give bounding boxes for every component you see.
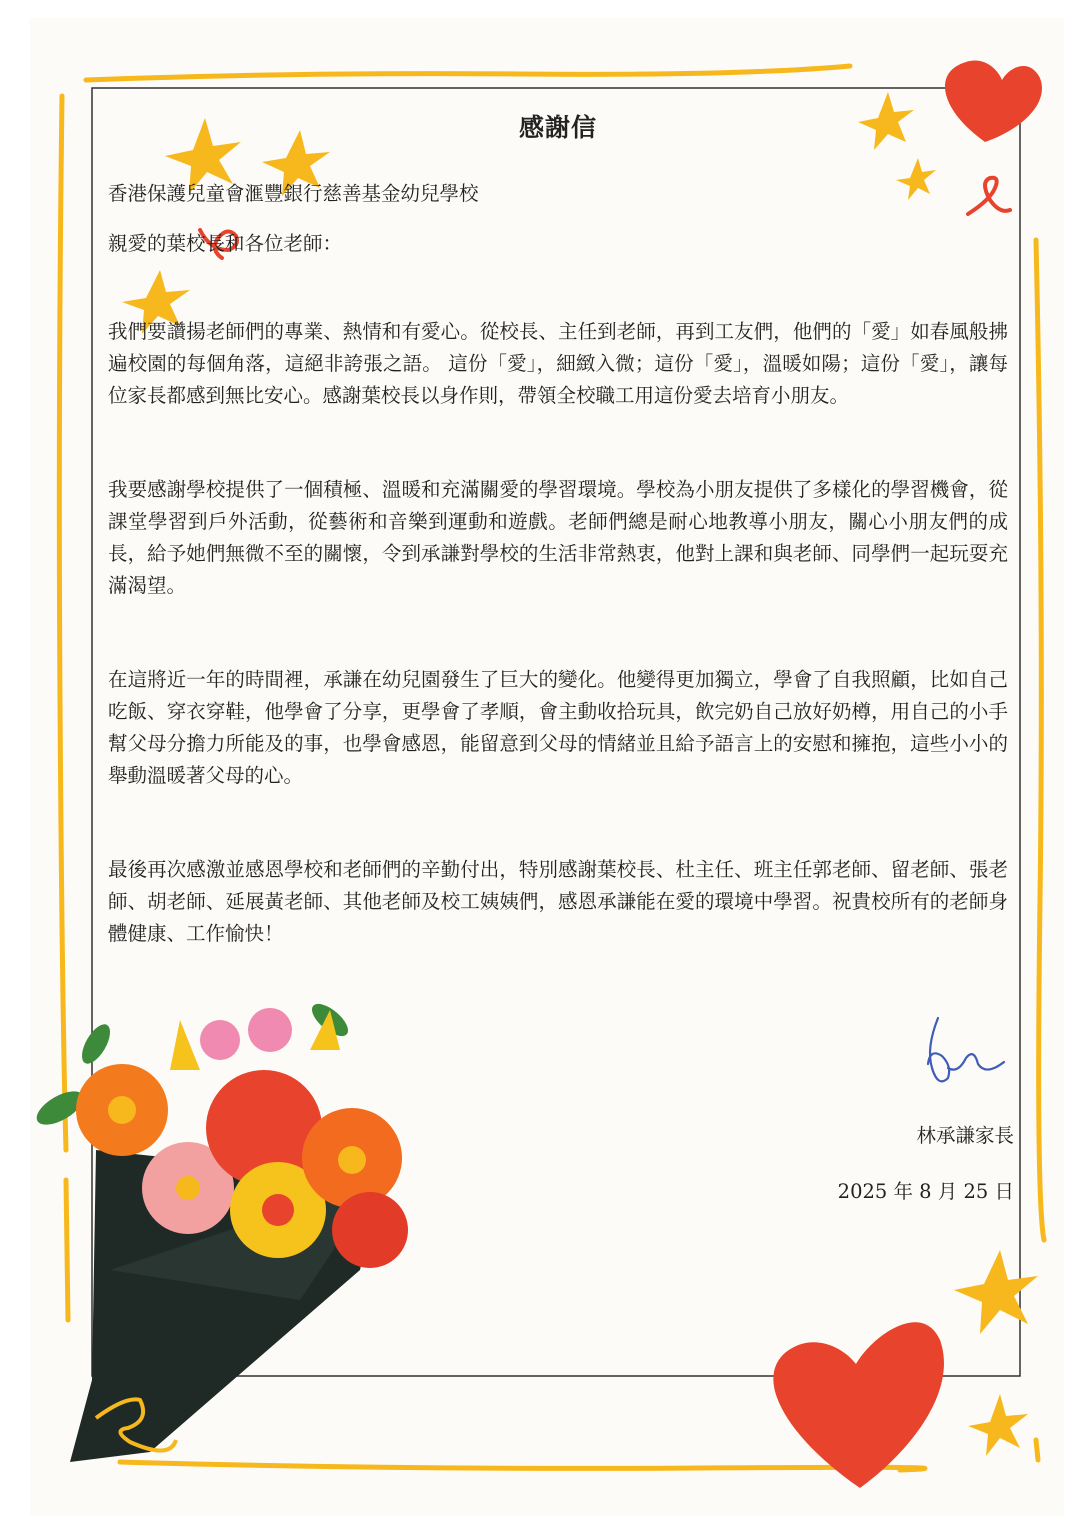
letter-date: 2025 年 8 月 25 日 — [837, 1180, 1014, 1203]
paragraph: 我們要讚揚老師們的專業、熱情和有愛心。從校長、主任到老師，再到工友們，他們的「愛」如春風般拂遍校園的每個角落，這絕非誇張之語。 這份「愛」，細緻入微；這份「愛」，溫暖如陽；這份「愛」，讓每位家長都感到無比安心。感謝葉校長以身作則，帶領全校職工用這份愛去培育小朋友。 — [108, 320, 1008, 407]
salutation: 親愛的葉校長和各位老師： — [108, 232, 343, 255]
letter-body — [108, 108, 1008, 950]
paragraph: 在這將近一年的時間裡，承謙在幼兒園發生了巨大的變化。他變得更加獨立，學會了自我照顧，比如自己吃飯、穿衣穿鞋，他學會了分享，更學會了孝順，會主動收拾玩具，飲完奶自己放好奶樽，用自己的小手幫父母分擔力所能及的事，也學會感恩，能留意到父母的情緒並且給予語言上的安慰和擁抱，這些小小的舉動溫暖著父母的心。 — [108, 668, 1008, 787]
star-icon — [968, 1394, 1028, 1456]
heart-icon — [773, 1322, 944, 1488]
bouquet-icon — [31, 998, 408, 1462]
letter-title: 感謝信 — [518, 113, 597, 142]
star-icon — [954, 1250, 1038, 1334]
paragraph: 我要感謝學校提供了一個積極、溫暖和充滿關愛的學習環境。學校為小朋友提供了多樣化的學習機會，從課堂學習到戶外活動，從藝術和音樂到運動和遊戲。老師們總是耐心地教導小朋友，關心小朋友們的成長，給予她們無微不至的關懷，令到承謙對學校的生活非常熱衷，他對上課和與老師、同學們一起玩耍充滿渴望。 — [108, 478, 1008, 597]
signature-mark — [908, 1008, 1018, 1098]
recipient-school: 香港保護兒童會滙豐銀行慈善基金幼兒學校 — [108, 182, 479, 205]
signer-name: 林承謙家長 — [916, 1124, 1014, 1147]
paragraph: 最後再次感激並感恩學校和老師們的辛勤付出，特別感謝葉校長、杜主任、班主任郭老師、留老師、張老師、胡老師、延展黃老師、其他老師及校工姨姨們，感恩承謙能在愛的環境中學習。祝貴校所有的老師身體健康、工作愉快！ — [108, 858, 1008, 945]
